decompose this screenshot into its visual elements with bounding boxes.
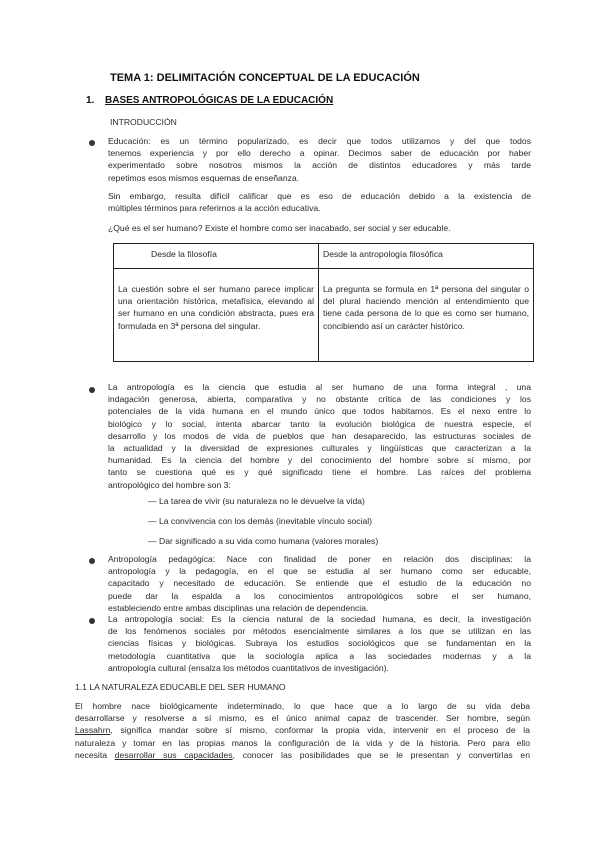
text-line (75, 749, 530, 761)
text-line: la actualidad y la diversidad de expresiones culturales y lingüísticas que caracterizan a la (108, 443, 531, 454)
raiz-item-1: — La tarea de vivir (su naturaleza no le devuelve la vida) (148, 496, 365, 506)
antropologia-paragraph (108, 381, 531, 491)
text-line: Antropología pedagógica: Nace con finalidad de poner en relación dos disciplinas: la (108, 554, 531, 564)
text-line: antropológico del hombre son 3: (108, 479, 231, 490)
text-line: humanidad. Es la ciencia del hombre y del conocimiento del hombre sobre sí mismo, por (108, 455, 531, 466)
text-line: naturaleza y tomar en las propias manos la configuración de la vida y de la historia. Pero para ello (75, 737, 530, 748)
lassahrn-link[interactable]: Lassahrn (75, 725, 111, 736)
text-line: estableciendo entre ambas disciplinas una relación de dependencia. (108, 602, 369, 613)
text-segment: , significa mandar sobre sí mismo, conformar la propia vida, intervenir en el proceso de la (110, 725, 530, 736)
text-segment: , conocer las posibilidades que se le presentan y convertirlas en (232, 749, 530, 760)
text-line: indagación generosa, abierta, comparativa y no obstante crítica de las condiciones y los (108, 394, 531, 405)
sin-embargo-paragraph (108, 190, 531, 214)
text-line: antropología cultural (ensalza los métodos cuantitativos de investigación). (108, 662, 389, 673)
text-line: capacitado y necesitado de educación. Se entiende que el estudio de la educación no (108, 578, 531, 589)
text-line: ciencias físicas y biológicas. Subraya los estudios sociológicos que se fundamentan en la (108, 638, 531, 649)
text-line: La antropología es la ciencia que estudia al ser humano de una forma integral , una (108, 382, 531, 392)
capacidades-link[interactable]: desarrollar sus capacidades (114, 749, 233, 760)
text-line: puede dar la espalda a los conocimientos antropológicos sobre el ser humano, (108, 590, 531, 601)
educacion-paragraph (108, 135, 531, 184)
raiz-item-3: — Dar significado a su vida como humana (valores morales) (148, 536, 379, 546)
text-line: El hombre nace biológicamente indeterminado, lo que hace que a lo largo de su vida deba (75, 701, 530, 711)
bullet-dot (89, 618, 95, 624)
section-title: BASES ANTROPOLÓGICAS DE LA EDUCACIÓN (105, 95, 334, 106)
text-line: Sin embargo, resulta difícil calificar que es eso de educación debido a la existencia de (108, 191, 531, 201)
table-header-row (114, 244, 534, 269)
text-line: múltiples términos para referirnos a la acción educativa. (108, 203, 321, 214)
text-line: desarrollarse y resolverse a sí mismo, es el único animal capaz de trascender. Ser hombre, según (75, 713, 530, 724)
naturaleza-paragraph (75, 700, 530, 761)
text-line: biológico y lo social, intenta abarcar tanto la evolución biológica de nuestra especie, el (108, 418, 531, 429)
text-line: Educación: es un término popularizado, es decir que todos utilizamos y del que todos (108, 136, 531, 146)
table-cell-filosofia: La cuestión sobre el ser humano parece implicar una orientación histórica, metafísica, elevando al ser humano en una condición abstracta, pues era formulada en 3ª persona del singular. (114, 269, 319, 362)
document-title: TEMA 1: DELIMITACIÓN CONCEPTUAL DE LA EDUCACIÓN (110, 72, 420, 84)
question-line: ¿Qué es el ser humano? Existe el hombre como ser inacabado, ser social y ser educable. (108, 223, 451, 233)
text-line: repetimos esos mismos esquemas de enseñanza. (108, 172, 300, 183)
text-line: tenemos experiencia y por ello derecho a opinar. Decimos saber de educación por haber (108, 148, 531, 159)
intro-heading: INTRODUCCIÓN (110, 117, 177, 127)
text-line: tanto se cuestiona qué es y qué significado tiene el hombre. Las raíces del problema (108, 467, 531, 478)
table-cell-antropologia: La pregunta se formula en 1ª persona del singular o del plural haciendo mención al entendimiento que tiene cada persona de lo que es como ser humano, concibiendo así un carácter histórico. (319, 269, 534, 362)
table-header-filosofia: Desde la filosofía (114, 244, 319, 269)
text-line: antropología y la pedagogía, en el que se estudia al ser humano como ser educable, (108, 566, 531, 577)
text-line: desarrollo y los modos de vida de pueblos que han desaparecido, las estructuras sociales de (108, 430, 531, 441)
text-line: metodología cuantitativa que la sociología aplica a las sociedades modernas y a la (108, 650, 531, 661)
text-line: potenciales de la vida humana en el mundo único que todos habitamos. Es el nexo entre lo (108, 406, 531, 417)
subsection-heading: 1.1 LA NATURALEZA EDUCABLE DEL SER HUMANO (75, 682, 286, 692)
text-line (75, 724, 530, 736)
table-header-antropologia: Desde la antropología filosófica (319, 244, 534, 269)
bullet-dot (89, 140, 95, 146)
raiz-item-2: — La convivencia con los demás (inevitable vínculo social) (148, 516, 373, 526)
comparison-table (113, 243, 534, 362)
text-line: de los fenómenos sociales por métodos esencialmente similares a los que se utilizan en las (108, 626, 531, 637)
text-line: La antropología social: Es la ciencia natural de la sociedad humana, es decir, la investigación (108, 614, 531, 624)
text-line: experimentado sobre nosotros mismos la acción de distintos educadores y más tarde (108, 160, 531, 171)
social-paragraph (108, 613, 531, 674)
pedagogica-paragraph (108, 553, 531, 614)
table-row (114, 269, 534, 362)
bullet-dot (89, 558, 95, 564)
bullet-dot (89, 387, 95, 393)
text-segment: necesita (75, 749, 115, 760)
section-number: 1. (86, 95, 95, 106)
